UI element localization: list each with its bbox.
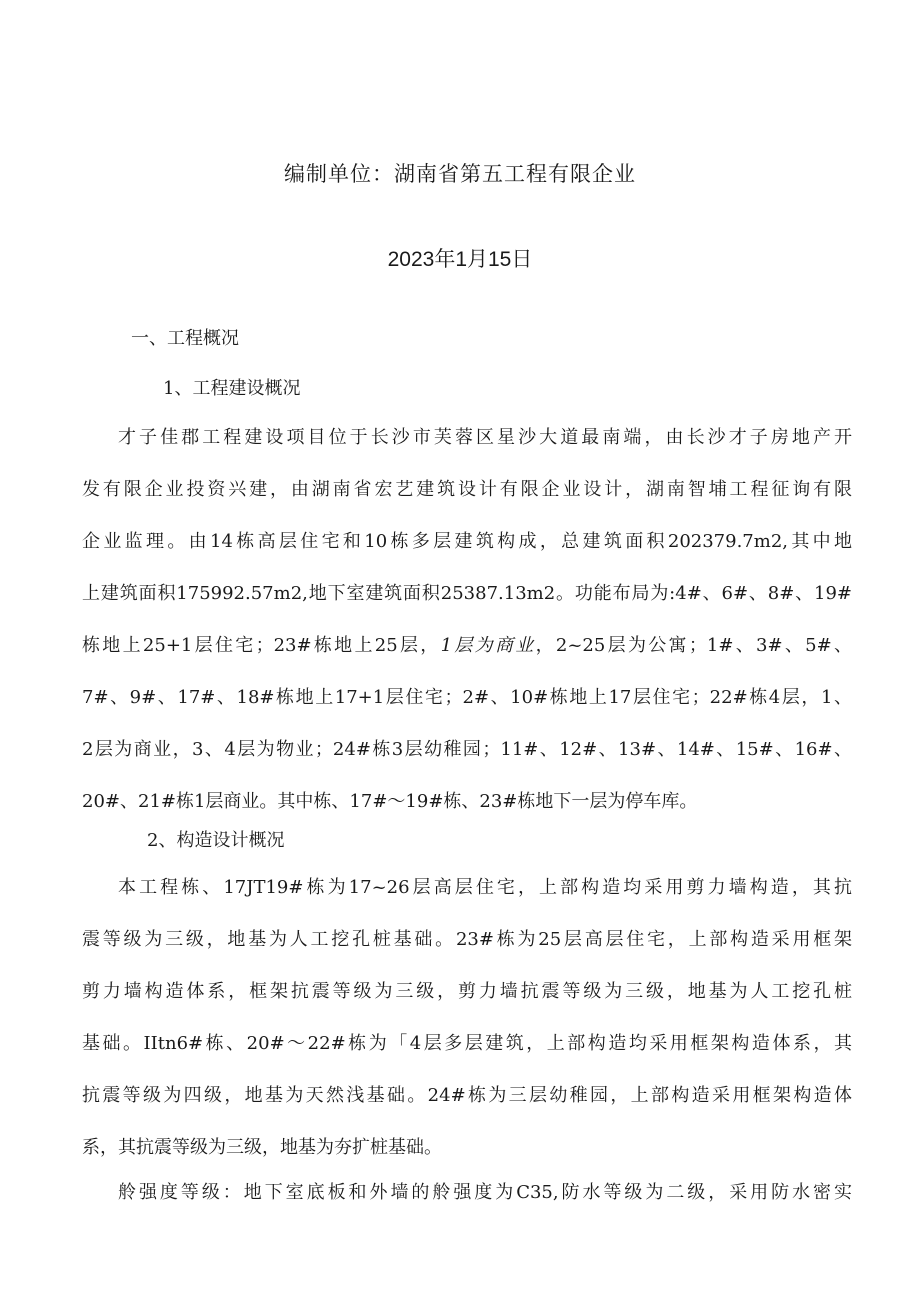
- text-line: 剪力墙构造体系，框架抗震等级为三级，剪力墙抗震等级为三级，地基为人工挖孔桩: [82, 981, 852, 1002]
- subsection-heading-construction: 1、工程建设概况: [163, 378, 301, 399]
- text-line: 基础。IItn6#栋、20#～22#栋为「4层多层建筑，上部构造均采用框架构造体系，其: [82, 1033, 852, 1054]
- paragraph-structure-design: [82, 862, 852, 1174]
- text-line: 系，其抗震等级为三级，地基为夯扩桩基础。: [82, 1137, 442, 1158]
- company-line: 编制单位：湖南省第五工程有限企业: [284, 162, 636, 186]
- paragraph-concrete-strength: [82, 1167, 852, 1219]
- italic-text-segment: 1层为商业: [440, 635, 536, 656]
- text-line: 本工程栋、17JT19#栋为17~26层高层住宅，上部构造均采用剪力墙构造，其抗: [118, 877, 852, 898]
- text-line: 20#、21#栋1层商业。其中栋、17#～19#栋、23#栋地下一层为停车库。: [82, 791, 698, 812]
- section-heading-overview: 一、工程概况: [131, 328, 239, 349]
- text-segment: 栋地上25+1层住宅；23#栋地上25层，: [82, 635, 441, 656]
- date-line: 2023年1月15日: [387, 248, 533, 271]
- text-line: 震等级为三级，地基为人工挖孔桩基础。23#栋为25层高层住宅，上部构造采用框架: [82, 929, 852, 950]
- text-line: 发有限企业投资兴建，由湖南省宏艺建筑设计有限企业设计，湖南智埔工程征询有限: [82, 479, 852, 500]
- text-line: 舲强度等级：地下室底板和外墙的舲强度为C35,防水等级为二级，采用防水密实: [118, 1182, 852, 1203]
- text-line: 才子佳郡工程建设项目位于长沙市芙蓉区星沙大道最南端，由长沙才子房地产开: [118, 427, 852, 448]
- text-line: 企业监理。由14栋高层住宅和10栋多层建筑构成，总建筑面积202379.7m2,其中地: [82, 531, 852, 552]
- paragraph-project-overview: [82, 412, 852, 828]
- text-line: 2层为商业，3、4层为物业；24#栋3层幼稚园；11#、12#、13#、14#、15#、16#、: [82, 739, 852, 760]
- text-line: 7#、9#、17#、18#栋地上17+1层住宅；2#、10#栋地上17层住宅；22#栋4层，1、: [82, 687, 852, 708]
- text-segment: ，2~25层为公寓；1#、3#、5#、: [535, 635, 852, 656]
- text-line: [82, 620, 852, 672]
- text-line: 抗震等级为四级，地基为天然浅基础。24#栋为三层幼稚园，上部构造采用框架构造体: [82, 1085, 852, 1106]
- subsection-heading-structure: 2、构造设计概况: [147, 830, 285, 851]
- text-line: 上建筑面积175992.57m2,地下室建筑面积25387.13m2。功能布局为:4#、6#、8#、19#: [82, 583, 852, 604]
